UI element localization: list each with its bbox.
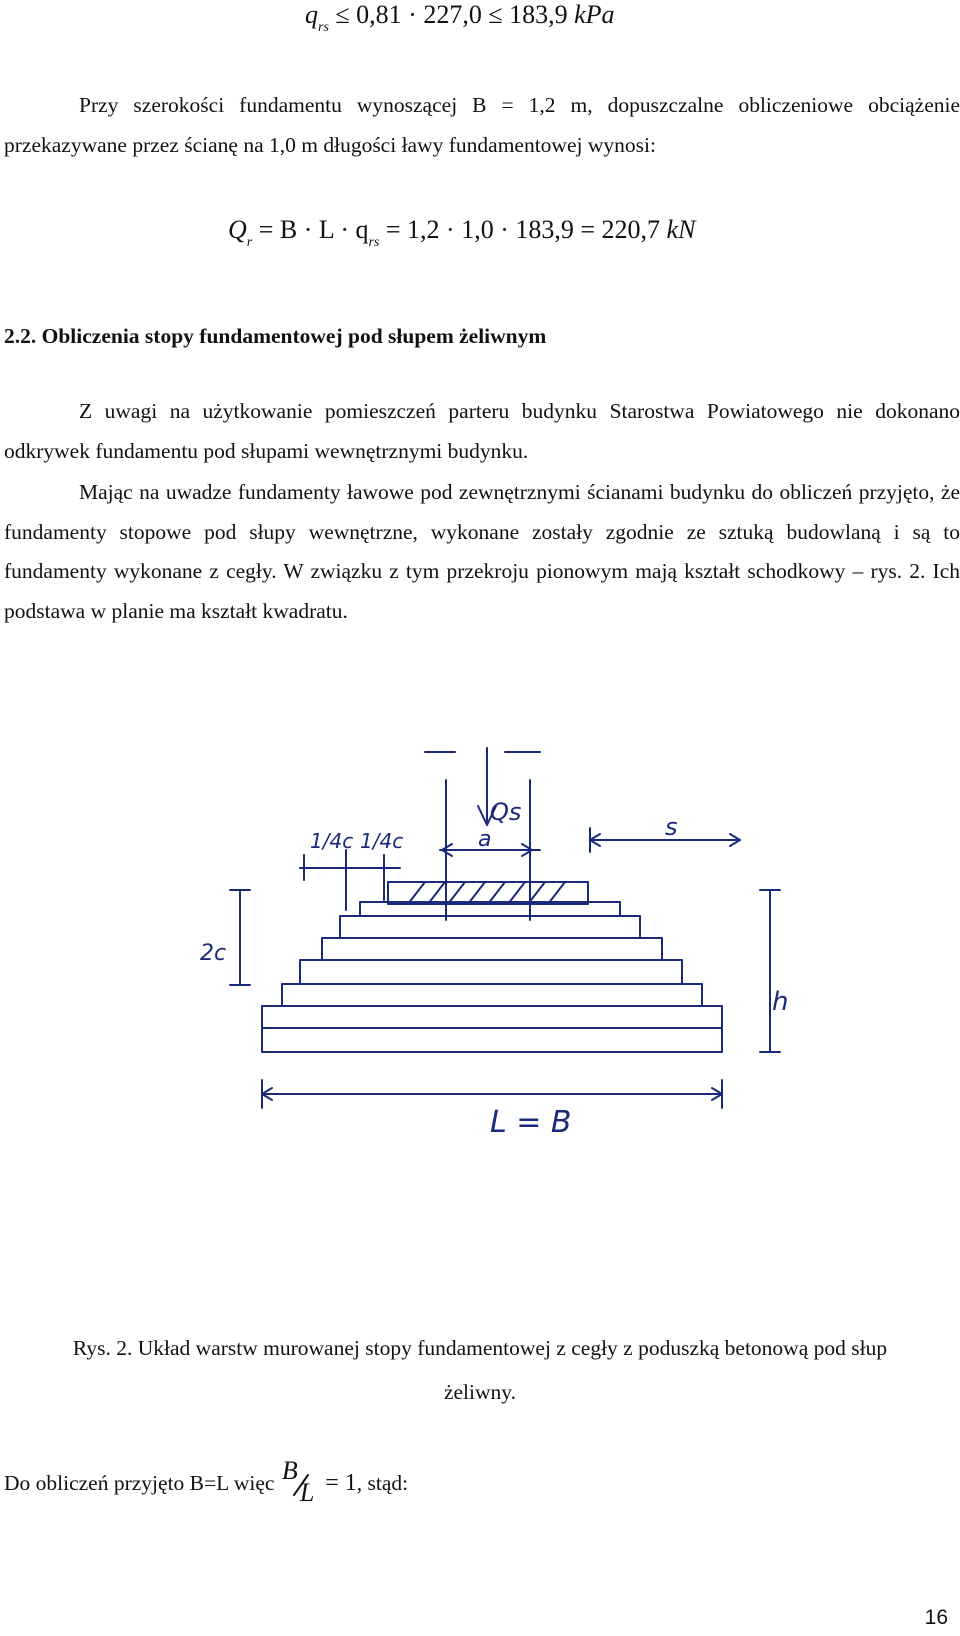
page-number: 16	[924, 1606, 948, 1629]
label-qs: Qs	[490, 798, 522, 826]
paragraph-intro: Przy szerokości fundamentu wynoszącej B = 1,2 m, dopuszczalne obliczeniowe obciążenie przekazywane przez ścianę na 1,0 m długości ławy fundamentowej wynosi:	[4, 93, 960, 157]
formula-qrs-rest: ≤ 0,81 · 227,0 ≤ 183,9	[335, 0, 575, 29]
fraction	[280, 1456, 320, 1508]
formula-qrs-sub: rs	[318, 20, 329, 35]
formula-qr-mid-sub: rs	[368, 235, 380, 250]
label-lb: L = B	[490, 1105, 572, 1140]
label-2c: 2c	[200, 941, 227, 966]
label-a: a	[478, 827, 492, 852]
last-line-text: Do obliczeń przyjęto B=L więc	[4, 1470, 280, 1495]
formula-qrs-var: q	[305, 0, 318, 29]
last-line-tail: , stąd:	[356, 1470, 409, 1495]
label-quarter-c-1: 1/4c	[310, 829, 354, 853]
paragraph-no-excavation: Z uwagi na użytkowanie pomieszczeń parteru budynku Starostwa Powiatowego nie dokonano odkrywek fundamentu pod słupami wewnętrznymi budynku.	[4, 399, 960, 463]
paragraph-assumption: Mając na uwadze fundamenty ławowe pod zewnętrznymi ścianami budynku do obliczeń przyjęto, że fundamenty stopowe pod słupy wewnętrzne, wykonane zostały zgodnie ze sztuką budowlaną i są to fundamenty wykonane z cegły. W związku z tym przekroju pionowym mają kształt schodkowy – rys. 2. Ich podstawa w planie ma kształt kwadratu.	[4, 480, 960, 623]
formula-qrs-unit: kPa	[574, 0, 615, 29]
formula-qr-rest: = 1,2 · 1,0 · 183,9 = 220,7	[385, 215, 667, 244]
formula-qr-lhs: Q	[228, 215, 247, 244]
formula-qr-mid: = B · L · q	[258, 215, 369, 244]
label-quarter-c-2: 1/4c	[360, 829, 404, 853]
label-h: h	[772, 987, 789, 1017]
formula-qr	[228, 215, 696, 250]
figure-caption: Rys. 2. Układ warstw murowanej stopy fundamentowej z cegły z poduszką betonową pod słup żeliwny.	[72, 1336, 888, 1404]
formula-qr-lhs-sub: r	[246, 235, 253, 250]
fraction-equals: = 1	[325, 1469, 357, 1496]
fraction-denominator: L	[299, 1478, 315, 1507]
fraction-numerator: B	[281, 1456, 298, 1485]
foundation-sketch	[0, 740, 960, 1140]
formula-qr-unit: kN	[666, 215, 696, 244]
label-s: s	[665, 813, 678, 841]
last-line	[4, 1456, 409, 1508]
section-heading: 2.2. Obliczenia stopy fundamentowej pod słupem żeliwnym	[4, 324, 547, 348]
formula-qrs	[305, 0, 615, 35]
